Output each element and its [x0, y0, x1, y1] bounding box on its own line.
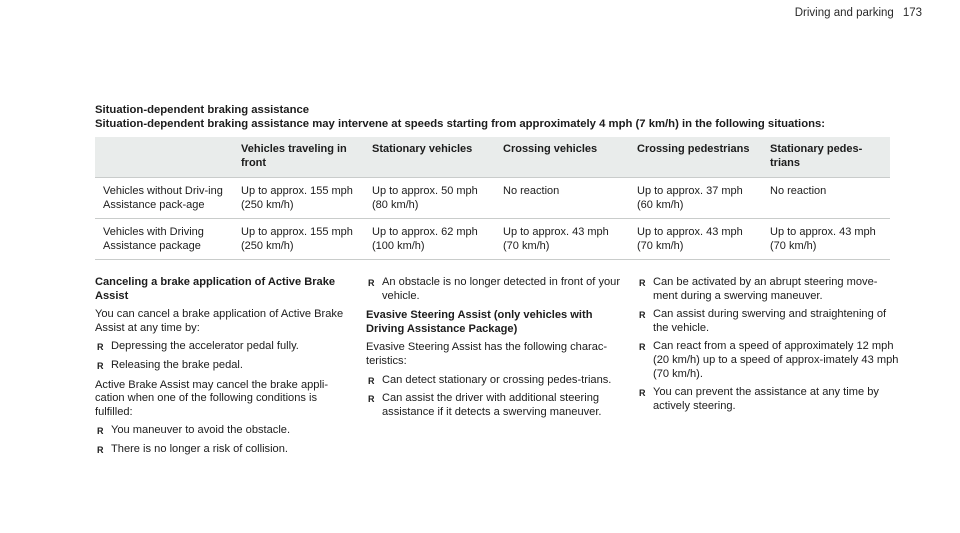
- table-cell: Up to approx. 50 mph (80 km/h): [364, 178, 495, 219]
- bullet-icon: R: [97, 444, 104, 455]
- list-item-text: There is no longer a risk of collision.: [111, 442, 288, 455]
- table-cell: Up to approx. 62 mph (100 km/h): [364, 219, 495, 260]
- list-item-text: Can detect stationary or crossing pedes-trians.: [382, 373, 612, 386]
- list-item: [637, 308, 899, 335]
- paragraph: You can cancel a brake application of Active Brake Assist at any time by:: [95, 308, 344, 334]
- speed-table: [95, 137, 890, 260]
- page-number: 173: [902, 7, 922, 19]
- bullet-icon: R: [97, 360, 104, 371]
- paragraph: Active Brake Assist may cancel the brake appli-cation when one of the following conditions is fulfilled:: [95, 378, 329, 418]
- column-steering-features: [637, 276, 899, 419]
- table-header-cell: [95, 137, 233, 178]
- table-row: [95, 219, 890, 260]
- section-title: Driving and parking: [794, 7, 894, 19]
- bullet-icon: R: [639, 342, 646, 353]
- bullet-list: [366, 276, 628, 303]
- bullet-icon: R: [639, 388, 646, 399]
- intro-title: Situation-dependent braking assistance: [95, 104, 310, 116]
- list-item-text: Can assist during swerving and straightening of the vehicle.: [653, 308, 887, 334]
- list-item-text: You maneuver to avoid the obstacle.: [111, 424, 291, 437]
- list-item: [637, 386, 899, 413]
- table-cell: Up to approx. 37 mph (60 km/h): [629, 178, 762, 219]
- table-header-cell: Stationary pedes-trians: [762, 137, 890, 178]
- table-cell: Vehicles without Driv-ing Assistance pack-age: [95, 178, 233, 219]
- table-cell: Up to approx. 155 mph (250 km/h): [233, 178, 364, 219]
- column-evasive-steering: [366, 276, 628, 425]
- table-header-cell: Stationary vehicles: [364, 137, 495, 178]
- bullet-list: [637, 276, 899, 413]
- list-item-text: Depressing the accelerator pedal fully.: [111, 340, 299, 353]
- paragraph: Evasive Steering Assist has the following charac-teristics:: [366, 341, 608, 367]
- list-item: [95, 443, 357, 457]
- bullet-list: [95, 424, 357, 456]
- bullet-list: [366, 374, 628, 420]
- table-header-cell: Crossing vehicles: [495, 137, 629, 178]
- list-item: [95, 340, 357, 354]
- table-cell: Vehicles with Driving Assistance package: [95, 219, 233, 260]
- list-item: [366, 392, 628, 419]
- list-item-text: An obstacle is no longer detected in front of your vehicle.: [382, 276, 621, 302]
- bullet-icon: R: [639, 310, 646, 321]
- column-cancel-brake: [95, 276, 357, 463]
- section-heading: Canceling a brake application of Active Brake Assist: [95, 276, 336, 302]
- list-item-text: Can be activated by an abrupt steering move-ment during a swerving maneuver.: [653, 276, 878, 302]
- bullet-list: [95, 340, 357, 372]
- table-header-row: [95, 137, 890, 178]
- table-cell: No reaction: [495, 178, 629, 219]
- table-cell: Up to approx. 43 mph (70 km/h): [762, 219, 890, 260]
- list-item: [637, 276, 899, 303]
- intro-subtitle: Situation-dependent braking assistance may intervene at speeds starting from approximately 4 mph (7 km/h) in the following situations:: [95, 118, 826, 130]
- list-item: [637, 340, 899, 381]
- bullet-icon: R: [639, 278, 646, 288]
- page-header: [795, 7, 922, 19]
- list-item-text: Can react from a speed of approximately 12 mph (20 km/h) up to a speed of approx-imately 43 mph (70 km/h).: [653, 340, 899, 380]
- table-cell: Up to approx. 43 mph (70 km/h): [495, 219, 629, 260]
- intro: [95, 103, 915, 131]
- table-header-cell: Vehicles traveling in front: [233, 137, 364, 178]
- bullet-icon: R: [368, 394, 375, 405]
- section-heading: Evasive Steering Assist (only vehicles with Driving Assistance Package): [366, 309, 593, 335]
- list-item: [95, 424, 357, 438]
- bullet-icon: R: [368, 278, 375, 288]
- table-cell: No reaction: [762, 178, 890, 219]
- list-item-text: Can assist the driver with additional steering assistance if it detects a swerving maneuver.: [382, 392, 602, 418]
- list-item-text: You can prevent the assistance at any time by actively steering.: [653, 386, 879, 412]
- list-item-text: Releasing the brake pedal.: [111, 358, 243, 371]
- bullet-icon: R: [97, 342, 104, 353]
- table-header-cell: Crossing pedestrians: [629, 137, 762, 178]
- list-item: [366, 276, 628, 303]
- table-cell: Up to approx. 155 mph (250 km/h): [233, 219, 364, 260]
- bullet-icon: R: [97, 426, 104, 437]
- table-row: [95, 178, 890, 219]
- bullet-icon: R: [368, 375, 375, 386]
- list-item: [95, 359, 357, 373]
- list-item: [366, 374, 628, 388]
- table-cell: Up to approx. 43 mph (70 km/h): [629, 219, 762, 260]
